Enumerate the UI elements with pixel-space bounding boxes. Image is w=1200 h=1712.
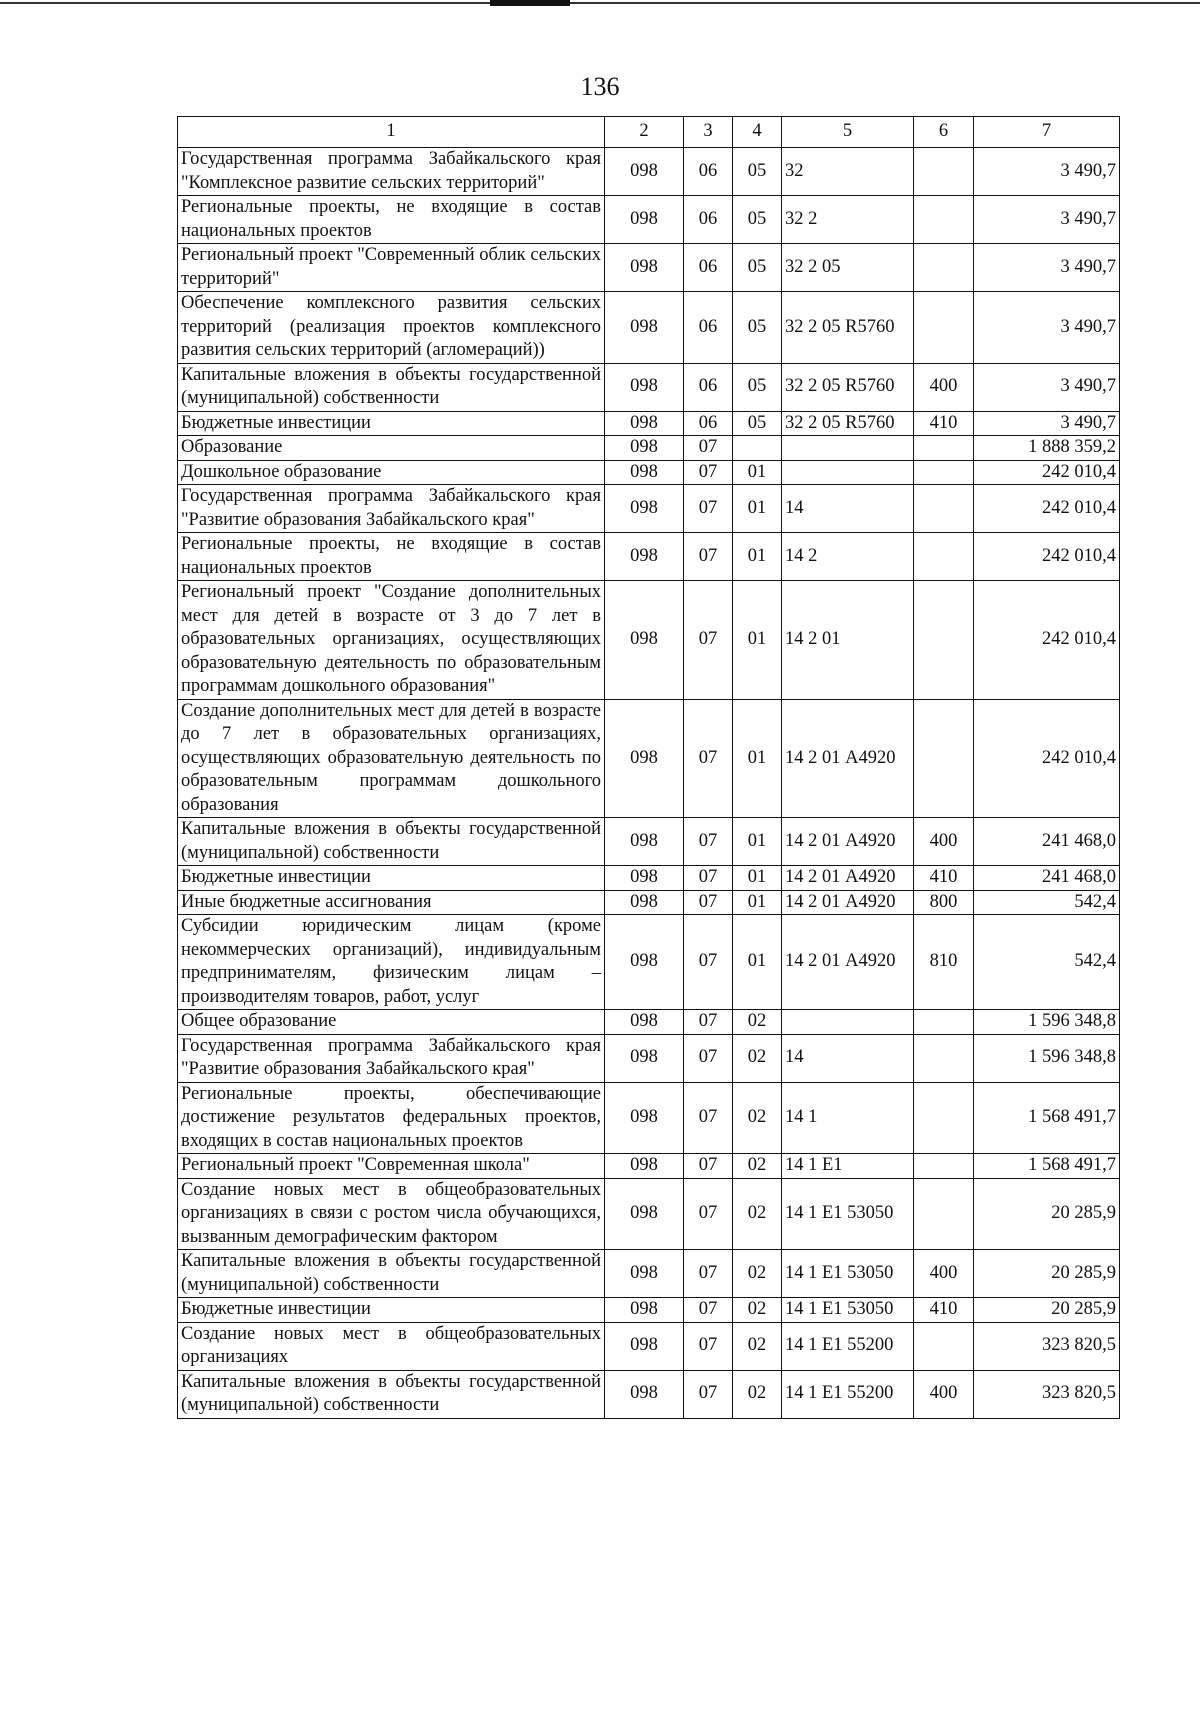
- row-name-cell: Региональные проекты, обеспечивающие достижение результатов федеральных проектов, входящих в состав национальных проектов: [178, 1082, 605, 1154]
- header-col-7: 7: [974, 117, 1120, 148]
- row-sum-cell: 1 596 348,8: [974, 1034, 1120, 1082]
- scan-top-mark: [490, 0, 570, 6]
- row-ved-cell: 098: [605, 244, 684, 292]
- row-pr-cell: 01: [733, 915, 782, 1010]
- table-row: [178, 485, 1120, 533]
- row-ved-cell: 098: [605, 363, 684, 411]
- row-pr-cell: 02: [733, 1250, 782, 1298]
- row-ved-cell: 098: [605, 436, 684, 461]
- row-pr-cell: 01: [733, 581, 782, 700]
- row-sum-cell: 241 468,0: [974, 818, 1120, 866]
- row-vr-cell: [914, 581, 974, 700]
- row-name-cell: Общее образование: [178, 1010, 605, 1035]
- row-pr-cell: 01: [733, 485, 782, 533]
- header-col-6: 6: [914, 117, 974, 148]
- row-sum-cell: 1 568 491,7: [974, 1082, 1120, 1154]
- row-pr-cell: 02: [733, 1082, 782, 1154]
- row-csr-cell: 14: [782, 1034, 914, 1082]
- row-vr-cell: [914, 244, 974, 292]
- row-sum-cell: 242 010,4: [974, 460, 1120, 485]
- row-name-cell: Дошкольное образование: [178, 460, 605, 485]
- row-ved-cell: 098: [605, 866, 684, 891]
- row-name-cell: Капитальные вложения в объекты государственной (муниципальной) собственности: [178, 1250, 605, 1298]
- row-csr-cell: 14: [782, 485, 914, 533]
- row-csr-cell: 14 2 01 А4920: [782, 890, 914, 915]
- row-pr-cell: 02: [733, 1370, 782, 1418]
- row-vr-cell: 410: [914, 411, 974, 436]
- row-sum-cell: 542,4: [974, 915, 1120, 1010]
- row-name-cell: Обеспечение комплексного развития сельских территорий (реализация проектов комплексного развития сельских территорий (агломераций)): [178, 292, 605, 364]
- row-name-cell: Региональные проекты, не входящие в состав национальных проектов: [178, 533, 605, 581]
- row-pr-cell: 01: [733, 890, 782, 915]
- row-rz-cell: 07: [684, 581, 733, 700]
- row-csr-cell: 14 2: [782, 533, 914, 581]
- row-rz-cell: 06: [684, 292, 733, 364]
- row-sum-cell: 323 820,5: [974, 1322, 1120, 1370]
- row-vr-cell: [914, 436, 974, 461]
- row-ved-cell: 098: [605, 1034, 684, 1082]
- row-name-cell: Образование: [178, 436, 605, 461]
- row-sum-cell: 3 490,7: [974, 196, 1120, 244]
- row-sum-cell: 1 596 348,8: [974, 1010, 1120, 1035]
- header-col-4: 4: [733, 117, 782, 148]
- row-rz-cell: 07: [684, 1370, 733, 1418]
- row-csr-cell: [782, 436, 914, 461]
- row-vr-cell: 410: [914, 1298, 974, 1323]
- row-csr-cell: 14 1 Е1: [782, 1154, 914, 1179]
- row-pr-cell: 05: [733, 363, 782, 411]
- table-row: [178, 1250, 1120, 1298]
- row-csr-cell: 14 1: [782, 1082, 914, 1154]
- table-row: [178, 411, 1120, 436]
- row-ved-cell: 098: [605, 1082, 684, 1154]
- row-sum-cell: 241 468,0: [974, 866, 1120, 891]
- row-vr-cell: [914, 292, 974, 364]
- table-row: [178, 533, 1120, 581]
- row-pr-cell: 05: [733, 292, 782, 364]
- row-sum-cell: 323 820,5: [974, 1370, 1120, 1418]
- row-ved-cell: 098: [605, 533, 684, 581]
- row-rz-cell: 07: [684, 915, 733, 1010]
- row-pr-cell: 01: [733, 533, 782, 581]
- table-row: [178, 460, 1120, 485]
- row-name-cell: Создание новых мест в общеобразовательных организациях: [178, 1322, 605, 1370]
- row-pr-cell: 02: [733, 1154, 782, 1179]
- row-vr-cell: 410: [914, 866, 974, 891]
- table-row: [178, 1370, 1120, 1418]
- row-csr-cell: 32: [782, 148, 914, 196]
- table-row: [178, 1322, 1120, 1370]
- table-row: [178, 436, 1120, 461]
- row-pr-cell: 01: [733, 818, 782, 866]
- row-vr-cell: 400: [914, 1250, 974, 1298]
- row-ved-cell: 098: [605, 1298, 684, 1323]
- table-row: [178, 196, 1120, 244]
- row-vr-cell: [914, 148, 974, 196]
- row-ved-cell: 098: [605, 890, 684, 915]
- row-rz-cell: 07: [684, 890, 733, 915]
- row-sum-cell: 1 568 491,7: [974, 1154, 1120, 1179]
- row-sum-cell: 20 285,9: [974, 1298, 1120, 1323]
- row-csr-cell: 14 1 Е1 55200: [782, 1322, 914, 1370]
- table-row: [178, 1298, 1120, 1323]
- row-ved-cell: 098: [605, 1178, 684, 1250]
- row-ved-cell: 098: [605, 1370, 684, 1418]
- row-csr-cell: 14 2 01 А4920: [782, 866, 914, 891]
- row-ved-cell: 098: [605, 411, 684, 436]
- row-rz-cell: 07: [684, 699, 733, 818]
- row-name-cell: Капитальные вложения в объекты государственной (муниципальной) собственности: [178, 818, 605, 866]
- row-vr-cell: [914, 699, 974, 818]
- row-ved-cell: 098: [605, 915, 684, 1010]
- row-csr-cell: 14 1 Е1 53050: [782, 1298, 914, 1323]
- row-csr-cell: 14 1 Е1 55200: [782, 1370, 914, 1418]
- row-vr-cell: 400: [914, 363, 974, 411]
- row-ved-cell: 098: [605, 1322, 684, 1370]
- table-row: [178, 818, 1120, 866]
- table-body: [178, 148, 1120, 1419]
- row-ved-cell: 098: [605, 148, 684, 196]
- row-csr-cell: 32 2: [782, 196, 914, 244]
- row-vr-cell: [914, 1082, 974, 1154]
- row-name-cell: Региональные проекты, не входящие в состав национальных проектов: [178, 196, 605, 244]
- row-ved-cell: 098: [605, 818, 684, 866]
- table-row: [178, 1010, 1120, 1035]
- table-header: [178, 117, 1120, 148]
- table-row: [178, 1034, 1120, 1082]
- row-sum-cell: 1 888 359,2: [974, 436, 1120, 461]
- row-name-cell: Региональный проект "Современный облик сельских территорий": [178, 244, 605, 292]
- row-csr-cell: 14 2 01 А4920: [782, 699, 914, 818]
- row-name-cell: Бюджетные инвестиции: [178, 1298, 605, 1323]
- row-vr-cell: [914, 1034, 974, 1082]
- table-row: [178, 292, 1120, 364]
- row-pr-cell: 02: [733, 1322, 782, 1370]
- row-pr-cell: [733, 436, 782, 461]
- row-vr-cell: 400: [914, 818, 974, 866]
- row-ved-cell: 098: [605, 699, 684, 818]
- row-ved-cell: 098: [605, 1154, 684, 1179]
- row-vr-cell: 810: [914, 915, 974, 1010]
- row-sum-cell: 242 010,4: [974, 485, 1120, 533]
- row-csr-cell: [782, 1010, 914, 1035]
- row-rz-cell: 06: [684, 244, 733, 292]
- row-ved-cell: 098: [605, 485, 684, 533]
- row-csr-cell: 32 2 05 R5760: [782, 363, 914, 411]
- row-vr-cell: [914, 1010, 974, 1035]
- row-rz-cell: 07: [684, 1082, 733, 1154]
- table-row: [178, 1082, 1120, 1154]
- row-sum-cell: 20 285,9: [974, 1250, 1120, 1298]
- row-vr-cell: 400: [914, 1370, 974, 1418]
- row-ved-cell: 098: [605, 1250, 684, 1298]
- row-vr-cell: [914, 1322, 974, 1370]
- row-rz-cell: 07: [684, 1154, 733, 1179]
- row-rz-cell: 07: [684, 1034, 733, 1082]
- row-sum-cell: 3 490,7: [974, 148, 1120, 196]
- row-pr-cell: 01: [733, 866, 782, 891]
- row-csr-cell: 32 2 05: [782, 244, 914, 292]
- row-vr-cell: [914, 1178, 974, 1250]
- row-sum-cell: 3 490,7: [974, 292, 1120, 364]
- row-pr-cell: 02: [733, 1298, 782, 1323]
- row-sum-cell: 242 010,4: [974, 533, 1120, 581]
- row-pr-cell: 05: [733, 411, 782, 436]
- row-name-cell: Капитальные вложения в объекты государственной (муниципальной) собственности: [178, 363, 605, 411]
- row-rz-cell: 07: [684, 866, 733, 891]
- row-csr-cell: 32 2 05 R5760: [782, 411, 914, 436]
- row-name-cell: Бюджетные инвестиции: [178, 411, 605, 436]
- row-name-cell: Создание новых мест в общеобразовательных организациях в связи с ростом числа обучающихся, вызванным демографическим фактором: [178, 1178, 605, 1250]
- row-csr-cell: 32 2 05 R5760: [782, 292, 914, 364]
- table-row: [178, 699, 1120, 818]
- row-pr-cell: 05: [733, 196, 782, 244]
- row-vr-cell: [914, 196, 974, 244]
- row-sum-cell: 3 490,7: [974, 363, 1120, 411]
- row-vr-cell: [914, 1154, 974, 1179]
- row-rz-cell: 06: [684, 196, 733, 244]
- row-name-cell: Субсидии юридическим лицам (кроме некоммерческих организаций), индивидуальным предпринимателям, физическим лицам – производителям товаров, работ, услуг: [178, 915, 605, 1010]
- row-rz-cell: 06: [684, 363, 733, 411]
- header-col-2: 2: [605, 117, 684, 148]
- budget-table: [177, 116, 1120, 1419]
- table-row: [178, 866, 1120, 891]
- header-col-5: 5: [782, 117, 914, 148]
- row-pr-cell: 01: [733, 699, 782, 818]
- row-rz-cell: 06: [684, 148, 733, 196]
- row-sum-cell: 20 285,9: [974, 1178, 1120, 1250]
- table-row: [178, 244, 1120, 292]
- row-csr-cell: [782, 460, 914, 485]
- row-pr-cell: 05: [733, 244, 782, 292]
- row-csr-cell: 14 1 Е1 53050: [782, 1250, 914, 1298]
- row-csr-cell: 14 2 01 А4920: [782, 915, 914, 1010]
- row-name-cell: Государственная программа Забайкальского края "Развитие образования Забайкальского края": [178, 485, 605, 533]
- row-sum-cell: 3 490,7: [974, 244, 1120, 292]
- row-pr-cell: 01: [733, 460, 782, 485]
- row-name-cell: Государственная программа Забайкальского края "Комплексное развитие сельских территорий": [178, 148, 605, 196]
- row-rz-cell: 07: [684, 1298, 733, 1323]
- table-row: [178, 890, 1120, 915]
- row-rz-cell: 07: [684, 1250, 733, 1298]
- row-rz-cell: 07: [684, 818, 733, 866]
- header-row: [178, 117, 1120, 148]
- row-vr-cell: [914, 485, 974, 533]
- row-rz-cell: 07: [684, 1322, 733, 1370]
- row-csr-cell: 14 1 Е1 53050: [782, 1178, 914, 1250]
- page-number: 136: [580, 72, 620, 101]
- scan-top-border: [0, 2, 1200, 4]
- row-ved-cell: 098: [605, 196, 684, 244]
- row-csr-cell: 14 2 01: [782, 581, 914, 700]
- row-name-cell: Создание дополнительных мест для детей в возрасте до 7 лет в образовательных организациях, осуществляющих образовательную деятельность по образовательным программам дошкольного образования: [178, 699, 605, 818]
- row-vr-cell: [914, 460, 974, 485]
- row-rz-cell: 07: [684, 460, 733, 485]
- row-name-cell: Капитальные вложения в объекты государственной (муниципальной) собственности: [178, 1370, 605, 1418]
- row-name-cell: Государственная программа Забайкальского края "Развитие образования Забайкальского края": [178, 1034, 605, 1082]
- row-vr-cell: 800: [914, 890, 974, 915]
- row-name-cell: Региональный проект "Современная школа": [178, 1154, 605, 1179]
- row-rz-cell: 07: [684, 436, 733, 461]
- row-name-cell: Иные бюджетные ассигнования: [178, 890, 605, 915]
- row-rz-cell: 07: [684, 1178, 733, 1250]
- row-ved-cell: 098: [605, 581, 684, 700]
- row-sum-cell: 242 010,4: [974, 581, 1120, 700]
- table-row: [178, 915, 1120, 1010]
- row-pr-cell: 02: [733, 1010, 782, 1035]
- row-ved-cell: 098: [605, 1010, 684, 1035]
- row-sum-cell: 3 490,7: [974, 411, 1120, 436]
- row-rz-cell: 07: [684, 1010, 733, 1035]
- row-vr-cell: [914, 533, 974, 581]
- row-rz-cell: 07: [684, 533, 733, 581]
- table-row: [178, 1178, 1120, 1250]
- table-row: [178, 581, 1120, 700]
- row-csr-cell: 14 2 01 А4920: [782, 818, 914, 866]
- row-sum-cell: 242 010,4: [974, 699, 1120, 818]
- row-sum-cell: 542,4: [974, 890, 1120, 915]
- row-pr-cell: 02: [733, 1178, 782, 1250]
- table-row: [178, 363, 1120, 411]
- row-ved-cell: 098: [605, 292, 684, 364]
- row-rz-cell: 06: [684, 411, 733, 436]
- row-pr-cell: 02: [733, 1034, 782, 1082]
- table-row: [178, 148, 1120, 196]
- table-row: [178, 1154, 1120, 1179]
- header-col-1: 1: [178, 117, 605, 148]
- row-name-cell: Региональный проект "Создание дополнительных мест для детей в возрасте от 3 до 7 лет в образовательных организациях, осуществляющих образовательную деятельность по образовательным программам дошкольного образования": [178, 581, 605, 700]
- row-rz-cell: 07: [684, 485, 733, 533]
- row-pr-cell: 05: [733, 148, 782, 196]
- row-ved-cell: 098: [605, 460, 684, 485]
- header-col-3: 3: [684, 117, 733, 148]
- row-name-cell: Бюджетные инвестиции: [178, 866, 605, 891]
